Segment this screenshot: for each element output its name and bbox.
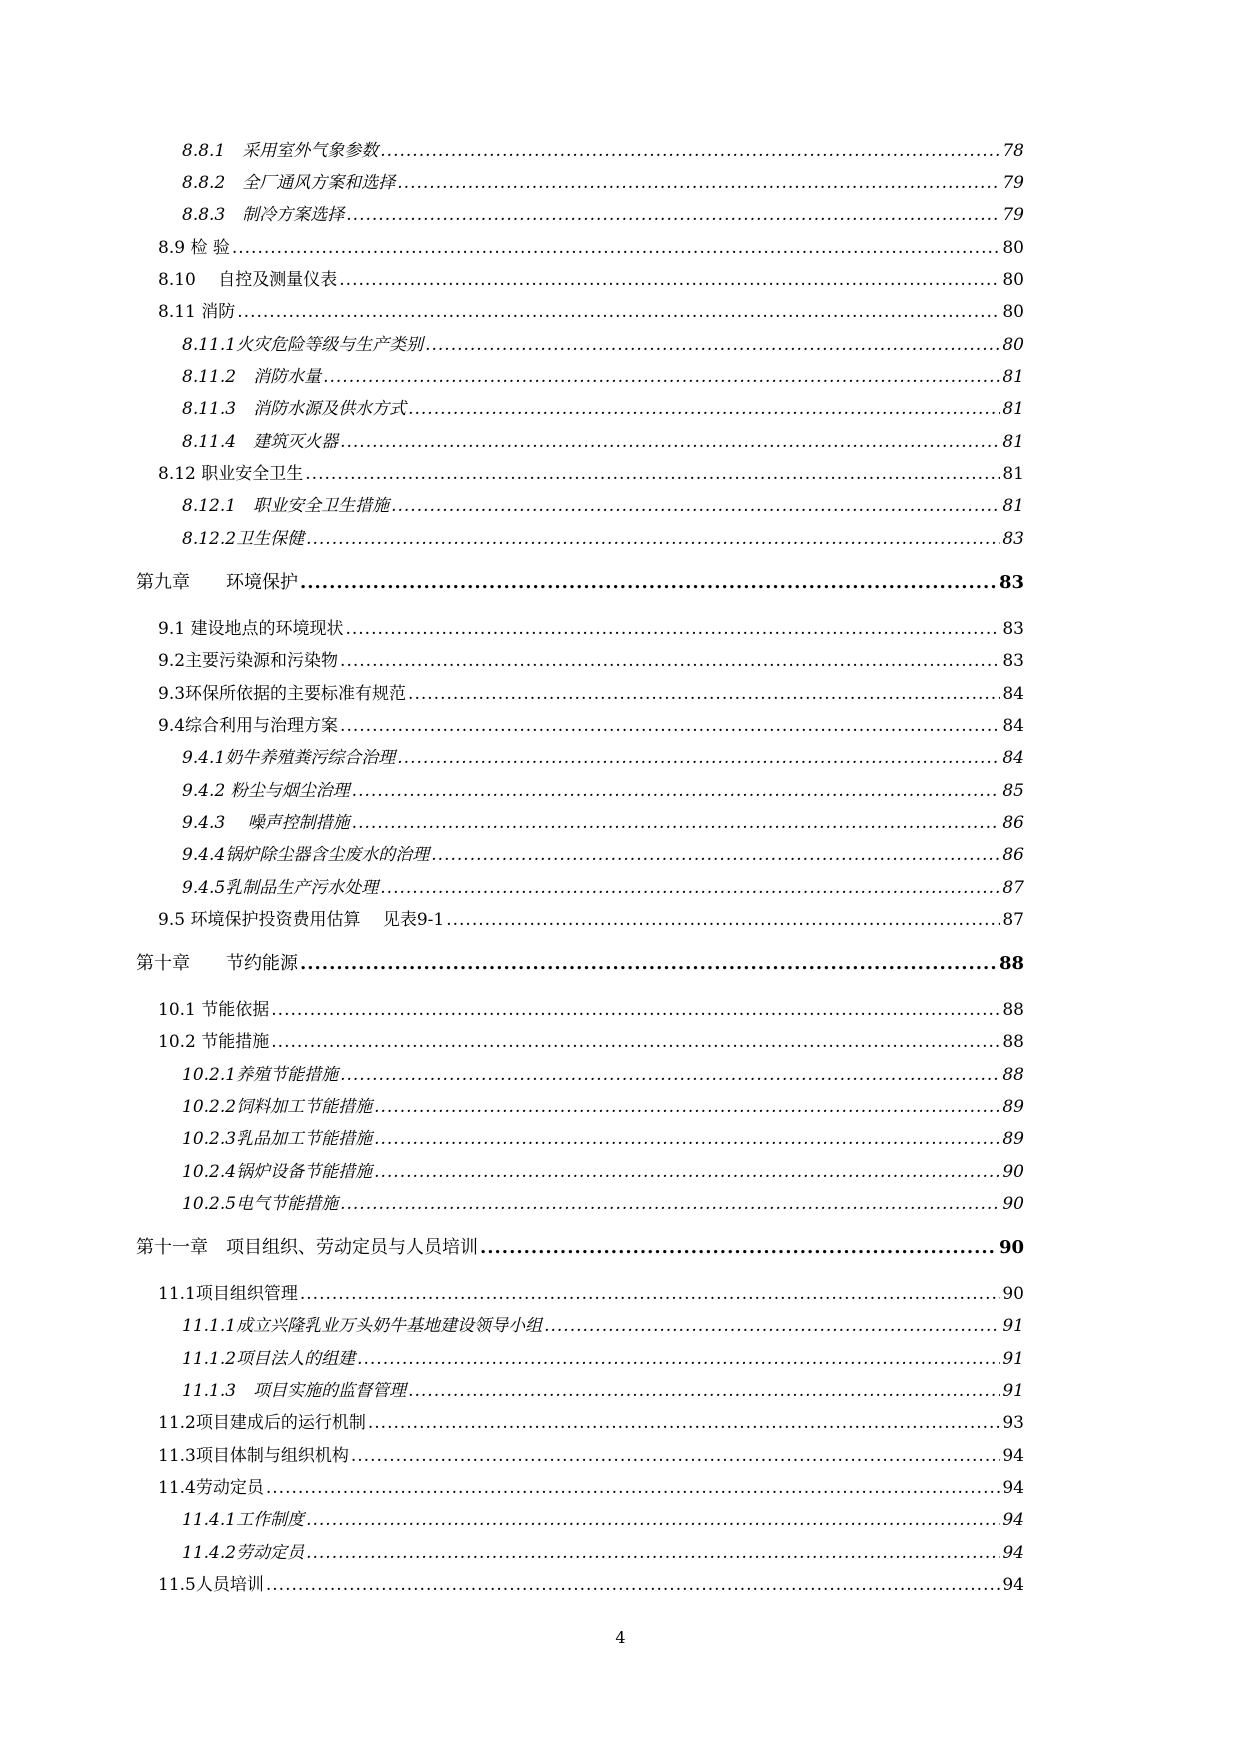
toc-leader-dots xyxy=(374,1161,1000,1183)
toc-leader-dots xyxy=(300,572,997,594)
toc-chapter-entry xyxy=(136,1237,1024,1259)
toc-leader-dots xyxy=(446,909,1000,931)
toc-entry xyxy=(158,269,1024,291)
toc-entry-page: 90 xyxy=(1002,1194,1024,1214)
toc-entry xyxy=(182,1096,1024,1118)
toc-entry xyxy=(182,495,1024,517)
toc-entry-page: 88 xyxy=(1002,1032,1024,1052)
toc-entry-page: 78 xyxy=(1002,141,1024,161)
toc-entry xyxy=(182,1542,1024,1564)
toc-entry xyxy=(182,1348,1024,1370)
toc-leader-dots xyxy=(237,301,1000,323)
toc-entry-page: 86 xyxy=(1002,845,1024,865)
toc-entry-label: 11.4劳动定员 xyxy=(158,1478,264,1498)
toc-leader-dots xyxy=(374,1096,1000,1118)
toc-entry-label: 8.10 自控及测量仪表 xyxy=(158,270,338,290)
toc-entry-page: 89 xyxy=(1002,1097,1024,1117)
toc-leader-dots xyxy=(345,618,1000,640)
toc-entry-label: 9.4.5乳制品生产污水处理 xyxy=(182,878,379,898)
toc-entry xyxy=(158,1574,1024,1596)
toc-entry-label: 11.3项目体制与组织机构 xyxy=(158,1446,349,1466)
toc-entry xyxy=(182,1509,1024,1531)
toc-entry-page: 94 xyxy=(1002,1446,1024,1466)
toc-entry-label: 10.2.4锅炉设备节能措施 xyxy=(182,1162,373,1182)
toc-entry-label: 9.4综合利用与治理方案 xyxy=(158,716,339,736)
toc-entry-page: 90 xyxy=(998,1237,1024,1258)
toc-entry-label: 8.11.4 建筑灭火器 xyxy=(182,432,339,452)
toc-entry xyxy=(182,334,1024,356)
toc-entry-label: 9.2主要污染源和污染物 xyxy=(158,651,339,671)
toc-entry-label: 9.4.1奶牛养殖粪污综合治理 xyxy=(182,748,396,768)
toc-entry-label: 10.2.2饲料加工节能措施 xyxy=(182,1097,373,1117)
toc-leader-dots xyxy=(306,1509,1000,1531)
toc-chapter-entry xyxy=(136,953,1024,975)
toc-entry-page: 83 xyxy=(1002,651,1024,671)
toc-entry-label: 9.3环保所依据的主要标准有规范 xyxy=(158,684,407,704)
toc-leader-dots xyxy=(380,140,1000,162)
toc-entry-page: 88 xyxy=(1002,1065,1024,1085)
toc-entry xyxy=(182,780,1024,802)
toc-entry-page: 81 xyxy=(1002,367,1024,387)
toc-entry-label: 11.1项目组织管理 xyxy=(158,1284,298,1304)
toc-entry-page: 85 xyxy=(1002,781,1024,801)
toc-leader-dots xyxy=(544,1315,1000,1337)
toc-entry-page: 80 xyxy=(1002,335,1024,355)
toc-entry-label: 8.8.2 全厂通风方案和选择 xyxy=(182,173,396,193)
toc-entry xyxy=(158,1283,1024,1305)
toc-leader-dots xyxy=(368,1412,1001,1434)
toc-entry xyxy=(158,1477,1024,1499)
toc-leader-dots xyxy=(408,683,1000,705)
toc-entry-label: 9.1 建设地点的环境现状 xyxy=(158,619,344,639)
toc-entry xyxy=(158,683,1024,705)
toc-entry xyxy=(158,1445,1024,1467)
toc-entry-label: 第九章 环境保护 xyxy=(136,572,298,593)
toc-entry-page: 94 xyxy=(1002,1510,1024,1530)
toc-leader-dots xyxy=(305,463,1000,485)
toc-entry-label: 11.4.1工作制度 xyxy=(182,1510,305,1530)
toc-entry-page: 84 xyxy=(1002,684,1024,704)
toc-leader-dots xyxy=(339,269,1000,291)
toc-entry-page: 81 xyxy=(1002,496,1024,516)
toc-leader-dots xyxy=(340,715,1000,737)
toc-leader-dots xyxy=(351,1445,1001,1467)
toc-entry xyxy=(158,301,1024,323)
toc-entry-page: 80 xyxy=(1002,302,1024,322)
toc-entry-label: 10.2.5电气节能措施 xyxy=(182,1194,339,1214)
toc-entry xyxy=(158,999,1024,1021)
toc-leader-dots xyxy=(408,398,1000,420)
toc-entry xyxy=(158,237,1024,259)
toc-entry-page: 94 xyxy=(1002,1478,1024,1498)
toc-leader-dots xyxy=(232,237,1001,259)
toc-entry xyxy=(158,1412,1024,1434)
toc-leader-dots xyxy=(323,366,1000,388)
toc-entry xyxy=(158,909,1024,931)
toc-entry-page: 81 xyxy=(1002,432,1024,452)
toc-entry-page: 80 xyxy=(1002,238,1024,258)
toc-entry-label: 9.4.4锅炉除尘器含尘废水的治理 xyxy=(182,845,430,865)
toc-entry-label: 9.4.3 噪声控制措施 xyxy=(182,813,350,833)
toc-entry xyxy=(182,844,1024,866)
toc-entry-label: 11.4.2劳动定员 xyxy=(182,1543,305,1563)
toc-leader-dots xyxy=(352,780,1001,802)
toc-entry xyxy=(182,431,1024,453)
toc-entry xyxy=(158,650,1024,672)
toc-leader-dots xyxy=(346,204,1000,226)
toc-entry-label: 8.9 检 验 xyxy=(158,238,230,258)
toc-entry-page: 84 xyxy=(1002,748,1024,768)
toc-entry xyxy=(182,140,1024,162)
toc-entry-page: 87 xyxy=(1002,910,1024,930)
toc-entry-label: 8.12.1 职业安全卫生措施 xyxy=(182,496,390,516)
toc-leader-dots xyxy=(300,953,997,975)
toc-entry-page: 87 xyxy=(1002,878,1024,898)
toc-entry-page: 91 xyxy=(1002,1349,1024,1369)
toc-entry-label: 9.5 环境保护投资费用估算 见表9-1 xyxy=(158,910,445,930)
toc-entry-page: 90 xyxy=(1002,1284,1024,1304)
toc-leader-dots xyxy=(340,650,1000,672)
toc-leader-dots xyxy=(271,1031,1000,1053)
toc-entry xyxy=(182,528,1024,550)
toc-entry-page: 91 xyxy=(1002,1316,1024,1336)
toc-leader-dots xyxy=(391,495,1000,517)
toc-entry-label: 10.2 节能措施 xyxy=(158,1032,270,1052)
toc-leader-dots xyxy=(340,431,1000,453)
toc-entry-label: 8.8.1 采用室外气象参数 xyxy=(182,141,379,161)
toc-entry-page: 83 xyxy=(1002,619,1024,639)
toc-entry-page: 84 xyxy=(1002,716,1024,736)
toc-leader-dots xyxy=(408,1380,1000,1402)
toc-leader-dots xyxy=(271,999,1000,1021)
toc-entry-page: 94 xyxy=(1002,1543,1024,1563)
toc-entry-label: 11.1.3 项目实施的监督管理 xyxy=(182,1381,407,1401)
toc-entry-page: 93 xyxy=(1002,1413,1024,1433)
toc-entry xyxy=(182,1380,1024,1402)
toc-entry xyxy=(182,1193,1024,1215)
toc-entry-page: 86 xyxy=(1002,813,1024,833)
toc-leader-dots xyxy=(431,844,1000,866)
toc-leader-dots xyxy=(300,1283,1001,1305)
toc-entry xyxy=(182,1128,1024,1150)
toc-entry-label: 8.8.3 制冷方案选择 xyxy=(182,205,345,225)
toc-entry-label: 11.5人员培训 xyxy=(158,1575,264,1595)
toc-entry xyxy=(182,1064,1024,1086)
toc-leader-dots xyxy=(480,1237,997,1259)
toc-leader-dots xyxy=(266,1477,1001,1499)
toc-entry-page: 83 xyxy=(998,572,1024,593)
toc-entry-label: 8.11.3 消防水源及供水方式 xyxy=(182,399,407,419)
toc-entry xyxy=(158,463,1024,485)
toc-entry-label: 10.2.1养殖节能措施 xyxy=(182,1065,339,1085)
toc-leader-dots xyxy=(306,528,1000,550)
toc-entry-page: 79 xyxy=(1002,205,1024,225)
toc-leader-dots xyxy=(340,1193,1000,1215)
toc-leader-dots xyxy=(380,877,1000,899)
toc-entry-page: 90 xyxy=(1002,1162,1024,1182)
toc-entry-label: 11.1.1成立兴隆乳业万头奶牛基地建设领导小组 xyxy=(182,1316,543,1336)
toc-entry-label: 8.12.2卫生保健 xyxy=(182,529,305,549)
toc-entry-label: 8.11.1火灾危险等级与生产类别 xyxy=(182,335,424,355)
toc-entry-page: 83 xyxy=(1002,529,1024,549)
toc-entry xyxy=(158,715,1024,737)
toc-entry-label: 10.2.3乳品加工节能措施 xyxy=(182,1129,373,1149)
toc-leader-dots xyxy=(340,1064,1000,1086)
toc-leader-dots xyxy=(397,747,1000,769)
toc-chapter-entry xyxy=(136,572,1024,594)
toc-entry-label: 11.1.2项目法人的组建 xyxy=(182,1349,356,1369)
toc-leader-dots xyxy=(397,172,1000,194)
toc-entry-page: 79 xyxy=(1002,173,1024,193)
toc-entry xyxy=(182,1161,1024,1183)
toc-entry-label: 第十章 节约能源 xyxy=(136,953,298,974)
toc-leader-dots xyxy=(352,812,1001,834)
toc-entry xyxy=(182,1315,1024,1337)
toc-entry-page: 91 xyxy=(1002,1381,1024,1401)
toc-entry-page: 88 xyxy=(1002,1000,1024,1020)
toc-entry xyxy=(182,172,1024,194)
toc-entry-page: 88 xyxy=(998,953,1024,974)
toc-entry-page: 80 xyxy=(1002,270,1024,290)
toc-entry xyxy=(158,618,1024,640)
toc-entry xyxy=(158,1031,1024,1053)
toc-leader-dots xyxy=(306,1542,1000,1564)
toc-entry xyxy=(182,877,1024,899)
toc-entry-label: 9.4.2 粉尘与烟尘治理 xyxy=(182,781,350,801)
page-number: 4 xyxy=(615,1628,626,1647)
toc-entry-page: 81 xyxy=(1002,399,1024,419)
toc-entry-page: 94 xyxy=(1002,1575,1024,1595)
toc-entry xyxy=(182,812,1024,834)
toc-entry-label: 8.11.2 消防水量 xyxy=(182,367,322,387)
toc-entry-label: 第十一章 项目组织、劳动定员与人员培训 xyxy=(136,1237,478,1258)
toc-entry-label: 8.12 职业安全卫生 xyxy=(158,464,304,484)
toc-leader-dots xyxy=(374,1128,1000,1150)
toc-entry-label: 8.11 消防 xyxy=(158,302,236,322)
toc-leader-dots xyxy=(266,1574,1001,1596)
toc-entry-page: 81 xyxy=(1002,464,1024,484)
toc-entry xyxy=(182,204,1024,226)
toc-leader-dots xyxy=(357,1348,1000,1370)
toc-leader-dots xyxy=(425,334,1000,356)
toc-entry xyxy=(182,398,1024,420)
toc-entry-page: 89 xyxy=(1002,1129,1024,1149)
toc-entry-label: 11.2项目建成后的运行机制 xyxy=(158,1413,366,1433)
toc-entry xyxy=(182,366,1024,388)
toc-entry xyxy=(182,747,1024,769)
toc-entry-label: 10.1 节能依据 xyxy=(158,1000,270,1020)
